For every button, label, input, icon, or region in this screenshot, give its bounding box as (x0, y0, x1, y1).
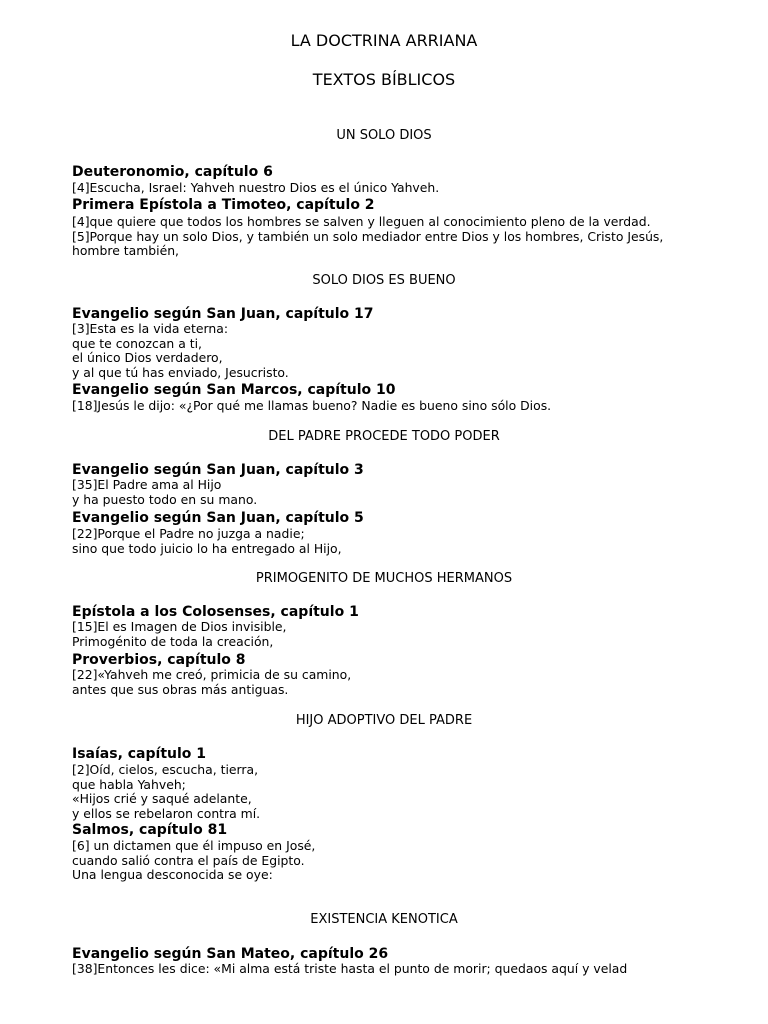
passage-text: [6] un dictamen que él impuso en José, cuando salió contra el país de Egipto. Una lengua desconocida se oye: (72, 838, 316, 882)
passage-text: [2]Oíd, cielos, escucha, tierra, que habla Yahveh; «Hijos crié y saqué adelante, y ellos se rebelaron contra mí. (72, 762, 261, 821)
passage-text: [4]Escucha, Israel: Yahveh nuestro Dios es el único Yahveh. (72, 180, 440, 195)
passage-reference: Evangelio según San Juan, capítulo 3 (72, 462, 364, 478)
passage-reference: Epístola a los Colosenses, capítulo 1 (72, 604, 359, 620)
section-heading-un-solo-dios: UN SOLO DIOS (336, 128, 432, 143)
passage-reference: Evangelio según San Mateo, capítulo 26 (72, 946, 389, 962)
passage-reference: Evangelio según San Juan, capítulo 5 (72, 510, 364, 526)
passage-text: [22]«Yahveh me creó, primicia de su camino, antes que sus obras más antiguas. (72, 667, 352, 697)
section-heading-hijo-adoptivo-del-padre: HIJO ADOPTIVO DEL PADRE (295, 713, 473, 728)
passage-text: [3]Esta es la vida eterna: que te conozcan a ti, el único Dios verdadero, y al que tú has enviado, Jesucristo. (72, 321, 289, 380)
section-heading-primogenito-de-muchos-hermanos: PRIMOGENITO DE MUCHOS HERMANOS (255, 571, 513, 586)
passage-text: [35]El Padre ama al Hijo y ha puesto todo en su mano. (72, 477, 258, 507)
section-heading-del-padre-procede-todo-poder: DEL PADRE PROCEDE TODO PODER (268, 429, 500, 444)
passage-text: [22]Porque el Padre no juzga a nadie; sino que todo juicio lo ha entregado al Hijo, (72, 526, 342, 556)
section-heading-existencia-kenotica: EXISTENCIA KENOTICA (310, 912, 458, 927)
document-title: LA DOCTRINA ARRIANA (290, 31, 478, 50)
passage-reference: Evangelio según San Juan, capítulo 17 (72, 306, 374, 322)
passage-text: [18]Jesús le dijo: «¿Por qué me llamas bueno? Nadie es bueno sino sólo Dios. (72, 398, 552, 413)
passage-text: [38]Entonces les dice: «Mi alma está triste hasta el punto de morir; quedaos aquí y velad (72, 961, 628, 976)
passage-reference: Deuteronomio, capítulo 6 (72, 164, 273, 180)
passage-reference: Salmos, capítulo 81 (72, 822, 228, 838)
passage-reference: Isaías, capítulo 1 (72, 746, 207, 762)
passage-text: [15]El es Imagen de Dios invisible, Primogénito de toda la creación, (72, 619, 287, 649)
section-heading-solo-dios-es-bueno: SOLO DIOS ES BUENO (312, 273, 456, 288)
passage-text: [4]que quiere que todos los hombres se salven y lleguen al conocimiento pleno de la verdad. [5]Porque hay un solo Dios, y también un solo mediador entre Dios y los hombres, Cristo Jesús, hombre también, (72, 214, 664, 258)
passage-reference: Proverbios, capítulo 8 (72, 652, 246, 668)
document-subtitle: TEXTOS BÍBLICOS (312, 70, 456, 89)
passage-reference: Evangelio según San Marcos, capítulo 10 (72, 382, 396, 398)
passage-reference: Primera Epístola a Timoteo, capítulo 2 (72, 197, 375, 213)
